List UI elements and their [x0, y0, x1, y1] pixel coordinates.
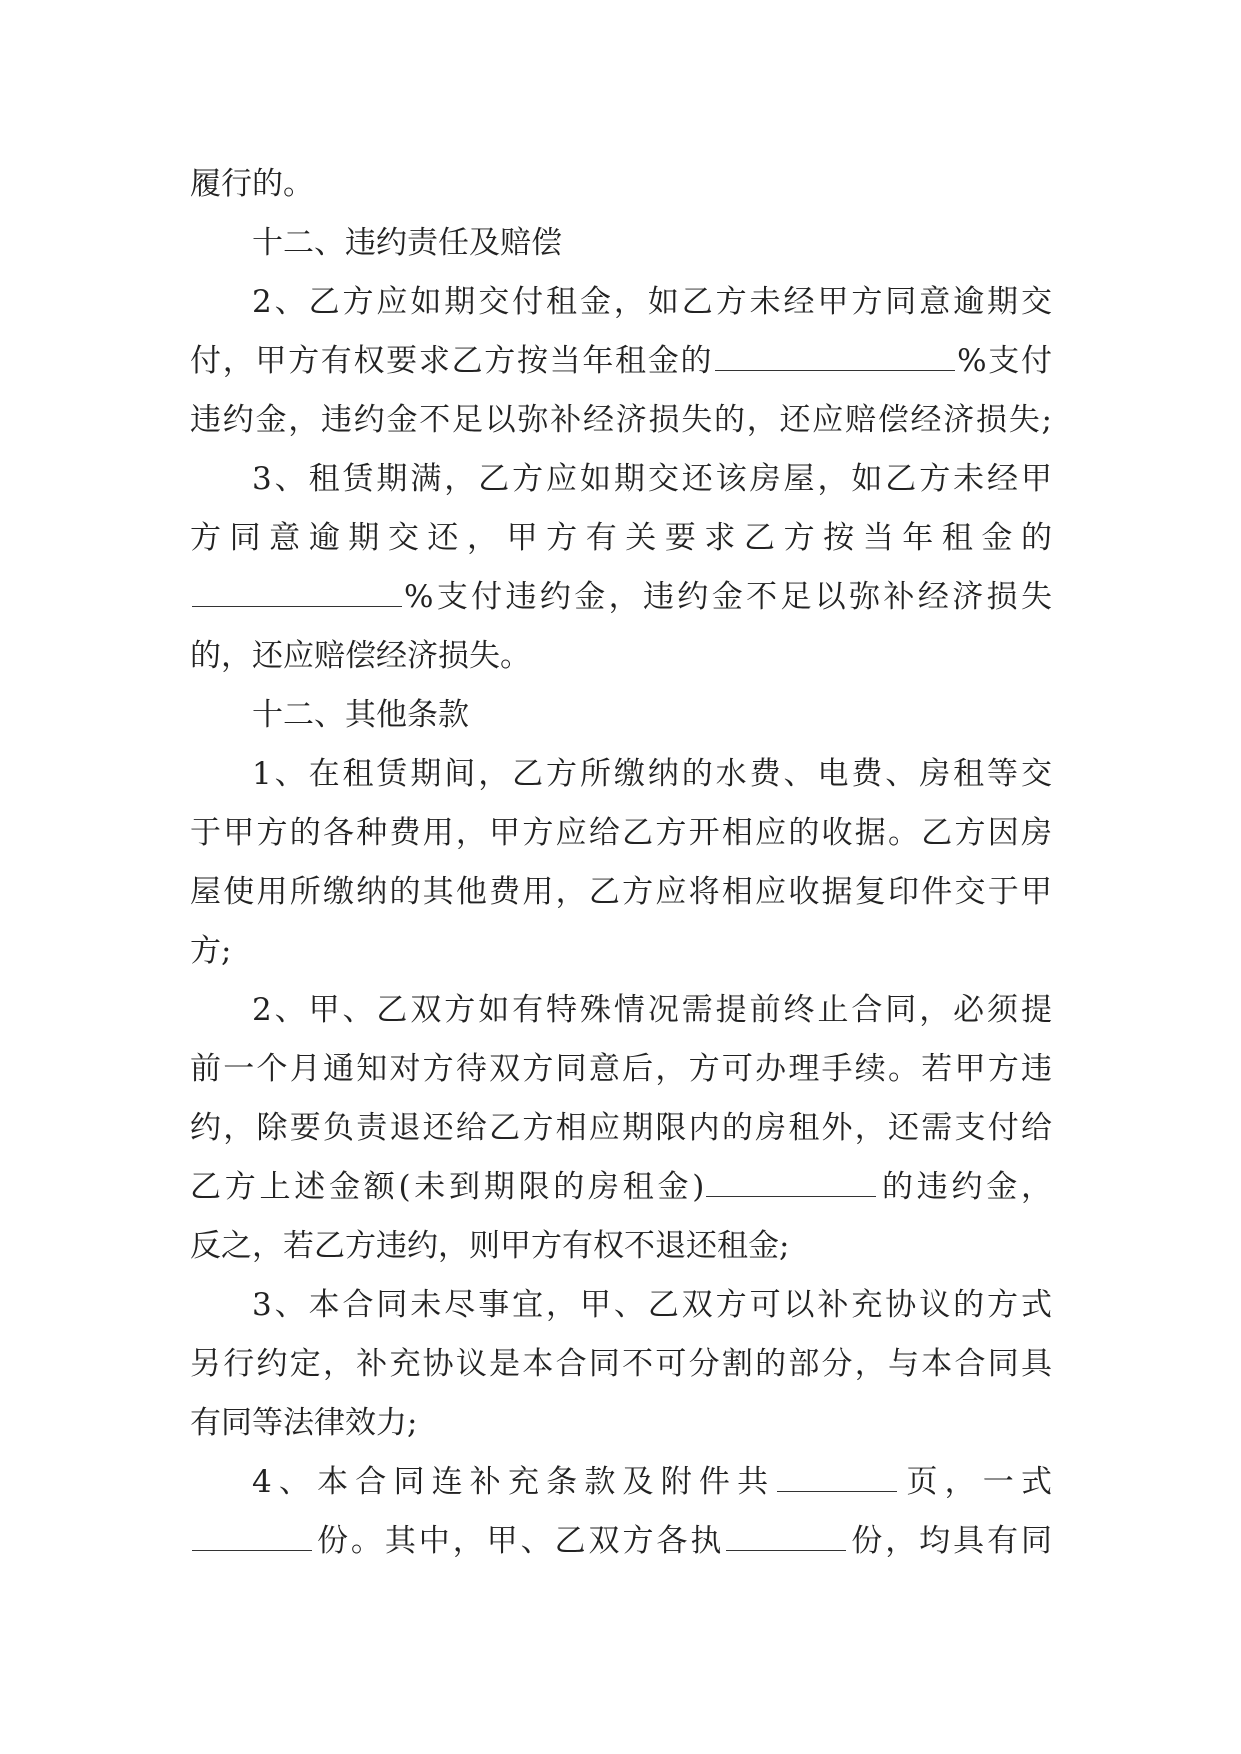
text-line: 违约金，违约金不足以弥补经济损失的，还应赔偿经济损失;	[190, 402, 1052, 438]
text-line: 反之，若乙方违约，则甲方有权不退还租金;	[190, 1228, 790, 1264]
fill-in-blank	[192, 576, 402, 607]
text-line: 约，除要负责退还给乙方相应期限内的房租外，还需支付给	[190, 1110, 1052, 1146]
fill-in-blank	[715, 340, 955, 371]
text-line	[190, 1158, 1052, 1217]
text-line: 十二、违约责任及赔偿	[252, 225, 562, 261]
text-line: 于甲方的各种费用，甲方应给乙方开相应的收据。乙方因房	[190, 815, 1052, 851]
text-line: 屋使用所缴纳的其他费用，乙方应将相应收据复印件交于甲	[190, 874, 1052, 910]
text-line: 方;	[190, 933, 232, 969]
text-line: 方同意逾期交还，甲方有关要求乙方按当年租金的	[190, 520, 1052, 556]
text-segment: 乙方上述金额(未到期限的房租金)	[190, 1169, 705, 1205]
fill-in-blank	[192, 1520, 312, 1551]
text-line: 的，还应赔偿经济损失。	[190, 638, 531, 674]
text-line: 履行的。	[190, 166, 314, 202]
text-line: 2、乙方应如期交付租金，如乙方未经甲方同意逾期交	[252, 284, 1052, 320]
text-segment: %支付	[957, 343, 1052, 379]
text-line: 十二、其他条款	[252, 697, 469, 733]
text-line: 有同等法律效力;	[190, 1405, 418, 1441]
text-segment: 份。其中，甲、乙双方各执	[314, 1523, 725, 1559]
text-segment: 4、本合同连补充条款及附件共	[252, 1464, 776, 1500]
text-segment: %支付违约金，违约金不足以弥补经济损失	[404, 579, 1052, 615]
text-line	[190, 332, 1052, 391]
text-line: 1、在租赁期间，乙方所缴纳的水费、电费、房租等交	[252, 756, 1052, 792]
text-line	[190, 1453, 1052, 1512]
text-line	[190, 568, 1052, 627]
text-line: 另行约定，补充协议是本合同不可分割的部分，与本合同具	[190, 1346, 1052, 1382]
text-line	[190, 1512, 1052, 1571]
text-segment: 的违约金，	[878, 1169, 1052, 1205]
text-line: 前一个月通知对方待双方同意后，方可办理手续。若甲方违	[190, 1051, 1052, 1087]
text-line: 2、甲、乙双方如有特殊情况需提前终止合同，必须提	[252, 992, 1052, 1028]
text-segment: 付，甲方有权要求乙方按当年租金的	[190, 343, 714, 379]
text-line: 3、本合同未尽事宜，甲、乙双方可以补充协议的方式	[252, 1287, 1052, 1323]
fill-in-blank	[726, 1520, 846, 1551]
fill-in-blank	[777, 1461, 897, 1492]
text-segment: 页，一式	[899, 1464, 1052, 1500]
text-line: 3、租赁期满，乙方应如期交还该房屋，如乙方未经甲	[252, 461, 1052, 497]
fill-in-blank	[706, 1166, 876, 1197]
text-segment: 份，均具有同	[848, 1523, 1053, 1559]
document-page	[190, 155, 1052, 1571]
